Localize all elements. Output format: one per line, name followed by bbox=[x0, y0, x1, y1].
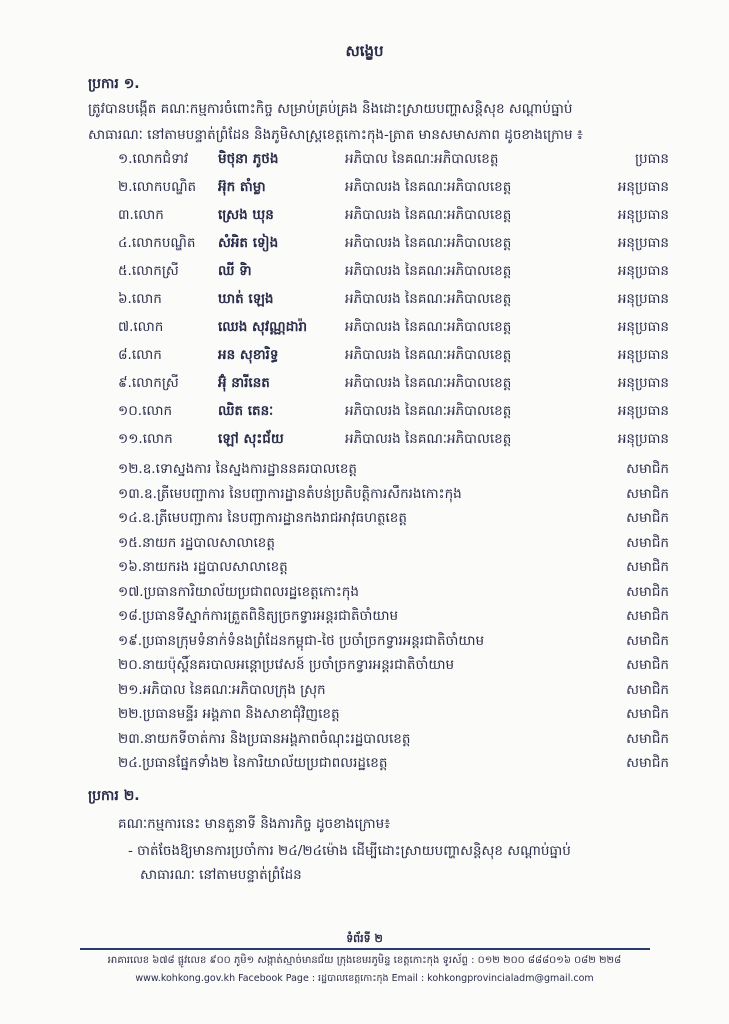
member-item: ២២.ប្រធានមន្ទីរ អង្គភាព និងសាខាជុំវិញខេត្ត bbox=[118, 706, 340, 722]
member-position: អភិបាលរង នៃគណៈអភិបាលខេត្ត bbox=[345, 319, 512, 335]
member-role: អនុប្រធាន bbox=[617, 319, 669, 335]
member-role: ប្រធាន bbox=[634, 151, 669, 167]
member-item-role: សមាជិក bbox=[626, 584, 669, 600]
member-item-role: សមាជិក bbox=[626, 633, 669, 649]
member-title: ៤.លោកបណ្ឌិត bbox=[118, 235, 196, 251]
member-position: អភិបាលរង នៃគណៈអភិបាលខេត្ត bbox=[345, 235, 512, 251]
member-item: ១៦.នាយករង រដ្ឋបាលសាលាខេត្ត bbox=[118, 559, 288, 575]
member-item-role: សមាជិក bbox=[626, 559, 669, 575]
footer-address: អាគារលេខ ៦៧៨ ផ្លូវលេខ ៩០០ ភូមិ១ សង្កាត់ស្មាច់មានជ័យ ក្រុងខេមរភូមិន្ទ ខេត្តកោះកុង ទូរស័ព្ទ : ០១២ ២០០ ៨៨៨០១៦ ០៨២ ២២៨ bbox=[107, 955, 622, 966]
member-position: អភិបាលរង នៃគណៈអភិបាលខេត្ត bbox=[345, 347, 512, 363]
member-name: ឃាត់ ឡេង bbox=[218, 291, 274, 307]
member-role: អនុប្រធាន bbox=[617, 179, 669, 195]
article-2-bullet-line-1: - ចាត់ចែងឱ្យមានការប្រចាំការ ២៤/២៤ម៉ោង ដើម្បីដោះស្រាយបញ្ហាសន្តិសុខ សណ្តាប់ធ្នាប់ bbox=[128, 843, 571, 859]
member-item: ១៥.នាយក រដ្ឋបាលសាលាខេត្ត bbox=[118, 535, 275, 551]
member-title: ៦.លោក bbox=[118, 291, 162, 307]
member-position: អភិបាលរង នៃគណៈអភិបាលខេត្ត bbox=[345, 263, 512, 279]
member-item: ២៣.នាយកទីចាត់ការ និងប្រធានអង្គភាពចំណុះរដ្ឋបាលខេត្ត bbox=[118, 731, 411, 747]
member-title: ៧.លោក bbox=[118, 319, 164, 335]
member-position: អភិបាលរង នៃគណៈអភិបាលខេត្ត bbox=[345, 431, 512, 447]
member-name: អ៊ុក តាំម្លា bbox=[218, 179, 266, 195]
member-role: អនុប្រធាន bbox=[617, 403, 669, 419]
member-item: ២១.អភិបាល នៃគណៈអភិបាលក្រុង ស្រុក bbox=[118, 682, 326, 698]
member-position: អភិបាលរង នៃគណៈអភិបាលខេត្ត bbox=[345, 403, 512, 419]
member-position: អភិបាលរង នៃគណៈអភិបាលខេត្ត bbox=[345, 179, 512, 195]
member-title: ៩.លោកស្រី bbox=[118, 375, 179, 391]
member-item-role: សមាជិក bbox=[626, 486, 669, 502]
member-title: ១០.លោក bbox=[118, 403, 173, 419]
member-name: ឡៅ សុះជ័យ bbox=[218, 431, 284, 447]
page-heading: សង្ខេប bbox=[345, 42, 384, 60]
member-name: ស្រេង ឃុន bbox=[218, 207, 274, 223]
article-1-line-1: ត្រូវបានបង្កើត គណៈកម្មការចំពោះកិច្ច សម្រាប់គ្រប់គ្រង និងដោះស្រាយបញ្ហាសន្តិសុខ សណ្តាប់ធ្នាប់ bbox=[88, 101, 573, 117]
member-name: អន សុខារិទ្ធ bbox=[218, 347, 279, 363]
member-item: ១៣.ឧ.ត្រីមេបញ្ជាការ នៃបញ្ជាការដ្ឋានតំបន់ប្រតិបត្តិការសឹករងកោះកុង bbox=[118, 486, 462, 502]
member-item-role: សមាជិក bbox=[626, 731, 669, 747]
member-role: អនុប្រធាន bbox=[617, 347, 669, 363]
member-item: ២៤.ប្រធានផ្នែកទាំង២ នៃការិយាល័យប្រជាពលរដ្ឋខេត្ត bbox=[118, 755, 388, 771]
member-position: អភិបាលរង នៃគណៈអភិបាលខេត្ត bbox=[345, 207, 512, 223]
member-item-role: សមាជិក bbox=[626, 461, 669, 477]
member-position: អភិបាលរង នៃគណៈអភិបាលខេត្ត bbox=[345, 375, 512, 391]
member-role: អនុប្រធាន bbox=[617, 431, 669, 447]
article-1-text bbox=[88, 96, 688, 148]
member-item: ១៤.ឧ.ត្រីមេបញ្ជាការ នៃបញ្ជាការដ្ឋានកងរាជអាវុធហត្ថខេត្ត bbox=[118, 510, 407, 526]
member-role: អនុប្រធាន bbox=[617, 263, 669, 279]
member-name: ឈី ទិា bbox=[218, 263, 252, 279]
member-role: អនុប្រធាន bbox=[617, 207, 669, 223]
member-item: ១៧.ប្រធានការិយាល័យប្រជាពលរដ្ឋខេត្តកោះកុង bbox=[118, 584, 359, 600]
member-item-role: សមាជិក bbox=[626, 535, 669, 551]
member-position: អភិបាលរង នៃគណៈអភិបាលខេត្ត bbox=[345, 291, 512, 307]
member-title: ៣.លោក bbox=[118, 207, 164, 223]
member-name: សំអិត ទៀង bbox=[218, 235, 279, 251]
member-item-role: សមាជិក bbox=[626, 755, 669, 771]
member-role: អនុប្រធាន bbox=[617, 375, 669, 391]
member-name: មិថុនា ភូថង bbox=[218, 151, 279, 167]
member-item: ១៩.ប្រធានក្រុមទំនាក់ទំនងព្រំដែនកម្ពុជា-ថៃ ប្រចាំច្រកទ្វារអន្តរជាតិចាំយាម bbox=[118, 633, 485, 649]
member-item-role: សមាជិក bbox=[626, 706, 669, 722]
member-role: អនុប្រធាន bbox=[617, 291, 669, 307]
member-item: ១៨.ប្រធានទីស្នាក់ការត្រួតពិនិត្យច្រកទ្វារអន្តរជាតិចាំយាម bbox=[118, 608, 399, 624]
member-title: ៥.លោកស្រី bbox=[118, 263, 179, 279]
member-title: ១.លោកជំទាវ bbox=[118, 151, 189, 167]
article-1-label: ប្រការ ១. bbox=[88, 76, 140, 92]
member-name: ឈេង សុវណ្ណដារ៉ា bbox=[218, 319, 308, 335]
article-2-label: ប្រការ ២. bbox=[88, 788, 140, 804]
page-number: ទំព័រទី ២ bbox=[346, 932, 383, 945]
member-item-role: សមាជិក bbox=[626, 510, 669, 526]
article-2-intro: គណៈកម្មការនេះ មានតួនាទី និងភារកិច្ច ដូចខាងក្រោម៖ bbox=[118, 816, 391, 832]
member-name: ឈិត តេនៈ bbox=[218, 403, 274, 419]
article-2-bullet-line-2: សាធារណៈ នៅតាមបន្ទាត់ព្រំដែន bbox=[140, 867, 302, 883]
member-title: ១១.លោក bbox=[118, 431, 173, 447]
member-role: អនុប្រធាន bbox=[617, 235, 669, 251]
member-item: ១២.ឧ.ទោស្នងការ នៃស្នងការដ្ឋាននគរបាលខេត្ត bbox=[118, 461, 357, 477]
member-item-role: សមាជិក bbox=[626, 657, 669, 673]
member-title: ២.លោកបណ្ឌិត bbox=[118, 179, 197, 195]
member-name: អ៊ុំ នារីនេត bbox=[218, 375, 270, 391]
member-item-role: សមាជិក bbox=[626, 608, 669, 624]
article-1-line-2: សាធារណៈ នៅតាមបន្ទាត់ព្រំដែន និងភូមិសាស្ត្រខេត្តកោះកុង-ត្រាត មានសមាសភាព ដូចខាងក្រោម ៖ bbox=[88, 127, 583, 143]
member-position: អភិបាល នៃគណៈអភិបាលខេត្ត bbox=[345, 151, 499, 167]
member-item: ២០.នាយប៉ុស្តិ៍នគរបាលអន្តោប្រវេសន៍ ប្រចាំច្រកទ្វារអន្តរជាតិចាំយាម bbox=[118, 657, 455, 673]
member-item-role: សមាជិក bbox=[626, 682, 669, 698]
footer-contacts: www.kohkong.gov.kh Facebook Page : រដ្ឋបាលខេត្តកោះកុង Email : kohkongprovincialadm@gmail.com bbox=[135, 973, 594, 984]
member-title: ៨.លោក bbox=[118, 347, 162, 363]
footer-divider bbox=[80, 948, 650, 950]
